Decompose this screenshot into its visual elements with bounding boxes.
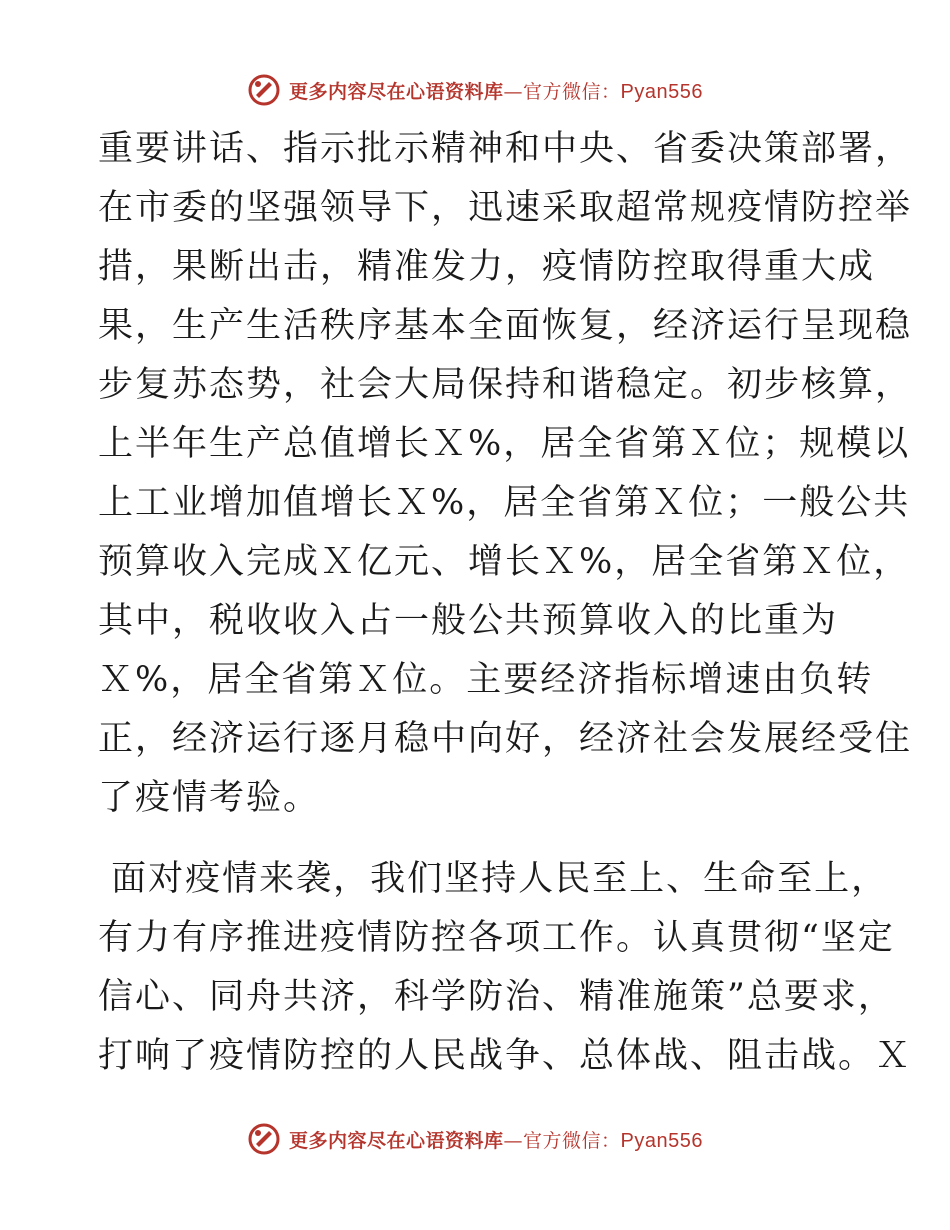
header-banner-wechat-id: Pyan556 (620, 80, 703, 103)
text-line: 上工业增加值增长Ｘ%，居全省第Ｘ位；一般公共 (98, 483, 911, 523)
header-banner-text (289, 77, 703, 104)
header-banner-title: 更多内容尽在心语资料库 (289, 80, 504, 103)
text-line: 信心、同舟共济，科学防治、精准施策”总要求， (98, 977, 895, 1017)
text-line: 面对疫情来袭，我们坚持人民至上、生命至上， (98, 859, 889, 899)
text-line: 在市委的坚强领导下，迅速采取超常规疫情防控举 (98, 188, 913, 228)
document-body (98, 120, 913, 1086)
footer-banner-title: 更多内容尽在心语资料库 (289, 1129, 504, 1152)
text-line: 步复苏态势，社会大局保持和谐稳定。初步核算， (98, 365, 913, 405)
brand-logo-icon (247, 1122, 281, 1156)
text-line: 打响了疫情防控的人民战争、总体战、阻击战。Ｘ (98, 1036, 913, 1076)
text-line: 正，经济运行逐月稳中向好，经济社会发展经受住 (98, 719, 913, 759)
text-line: 有力有序推进疫情防控各项工作。认真贯彻“坚定 (98, 918, 895, 958)
text-line: 上半年生产总值增长Ｘ%，居全省第Ｘ位；规模以 (98, 424, 911, 464)
paragraph-spacer (98, 828, 854, 850)
paragraph-2 (98, 850, 913, 1086)
header-banner (0, 70, 950, 110)
text-line: Ｘ%，居全省第Ｘ位。主要经济指标增速由负转 (98, 660, 874, 700)
footer-banner-wechat-id: Pyan556 (620, 1129, 703, 1152)
footer-banner (0, 1119, 950, 1159)
header-banner-wechat-label: 官方微信： (523, 80, 621, 103)
text-line: 重要讲话、指示批示精神和中央、省委决策部署， (98, 129, 913, 169)
header-banner-separator: — (503, 80, 524, 103)
paragraph-1 (98, 120, 913, 828)
text-line: 预算收入完成Ｘ亿元、增长Ｘ%，居全省第Ｘ位， (98, 542, 911, 582)
text-line: 果，生产生活秩序基本全面恢复，经济运行呈现稳 (98, 306, 913, 346)
text-line: 措，果断出击，精准发力，疫情防控取得重大成 (98, 247, 876, 287)
footer-banner-wechat-label: 官方微信： (523, 1129, 621, 1152)
text-line: 其中，税收收入占一般公共预算收入的比重为 (98, 601, 839, 641)
brand-logo-icon (247, 73, 281, 107)
text-line: 了疫情考验。 (98, 778, 321, 818)
footer-banner-separator: — (503, 1129, 524, 1152)
footer-banner-text (289, 1126, 703, 1153)
